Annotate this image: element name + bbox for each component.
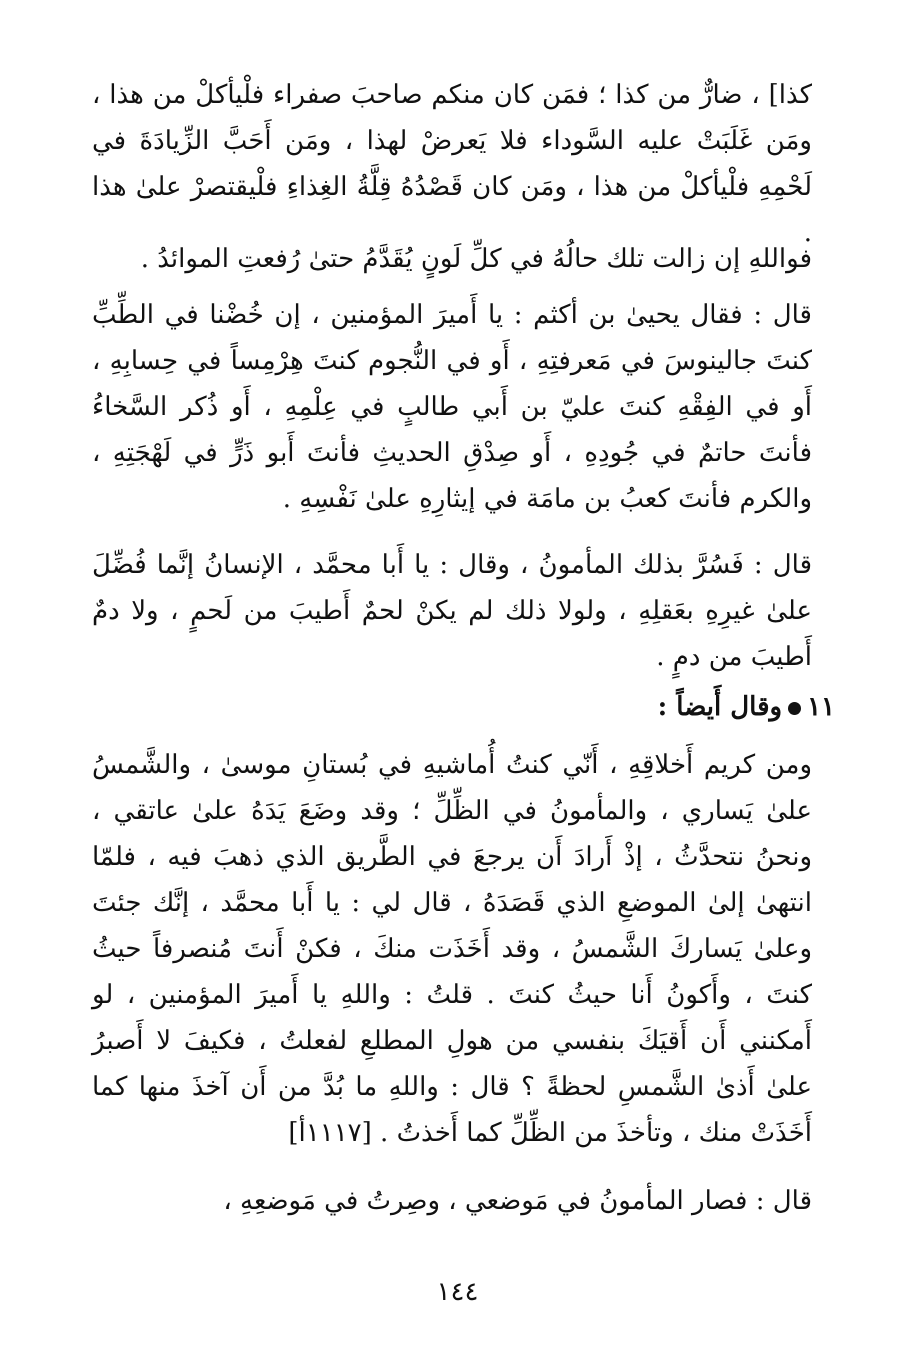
page-number: ١٤٤ <box>436 1277 479 1307</box>
paragraph-1: كذا] ، ضارٌّ من كذا ؛ فمَن كان منكم صاحبَ صفراء فلْيأكلْ من هذا ، ومَن غَلَبَتْ عليه السَّوداء فلا يَعرضْ لهذا ، ومَن أَحَبَّ الزِّيادَةَ في لَحْمِهِ فلْيأكلْ من هذا ، ومَن كان قَصْدُهُ قِلَّةُ الغِذاءِ فلْيقتصرْ علىٰ هذا . <box>92 80 812 248</box>
bullet-icon <box>788 702 801 715</box>
paragraph-5-text: ومن كريم أَخلاقِهِ ، أَنّي كنتُ أُماشيهِ في بُستانِ موسىٰ ، والشَّمسُ علىٰ يَساري ، والمأمونُ في الظِّلِّ ؛ وقد وضَعَ يَدَهُ علىٰ عاتقي ، ونحنُ نتحدَّثُ ، إذْ أَرادَ أَن يرجعَ في الطَّريق الذي ذهبَ فيه ، فلمّا انتهىٰ إلىٰ الموضعِ الذي قَصَدَهُ ، قال لي : يا أَبا محمَّد ، إنَّك جئتَ وعلىٰ يَساركَ الشَّمسُ ، وقد أَخَذَت منكَ ، فكنْ أَنتَ مُنصرفاً حيثُ كنتَ ، وأَكونُ أَنا حيثُ كنتَ . قلتُ : واللهِ يا أَميرَ المؤمنين ، لو أَمكنني أَن أَقيَكَ بنفسي من هولِ المطلعِ لفعلتُ ، فكيفَ لا أَصبرُ علىٰ أَذىٰ الشَّمسِ لحظةً ؟ قال : واللهِ ما بُدَّ من أَن آخذَ منها كما أَخَذَتْ منك ، وتأخذَ من الظِّلِّ كما أَخذتُ . <box>92 750 812 1148</box>
section-number: ١١ <box>807 692 835 722</box>
manuscript-folio-marker: [١١١٧أ] <box>288 1118 372 1148</box>
paragraph-3: قال : فقال يحيىٰ بن أكثم : يا أَميرَ المؤمنين ، إن خُضْنا في الطِّبِّ كنتَ جالينوسَ في مَعرفتِهِ ، أَو في النُّجوم كنتَ هِرْمِساً في حِسابِهِ ، أَو في الفِقْهِ كنتَ عليّ بن أَبي طالبٍ في عِلْمِهِ ، أَو ذُكر السَّخاءُ فأنتَ حاتمٌ في جُودِهِ ، أَو صِدْقِ الحديثِ فأنتَ أَبو ذَرٍّ في لَهْجَتِهِ ، والكرم فأنتَ كعبُ بن مامَة في إيثارِهِ علىٰ نَفْسِهِ . <box>92 300 812 514</box>
paragraph-2: فواللهِ إن زالت تلك حالُهُ في كلِّ لَونٍ يُقَدَّمُ حتىٰ رُفعتِ الموائدُ . <box>140 244 812 274</box>
section-label: وقال أَيضاً : <box>657 692 783 722</box>
paragraph-6: قال : فصار المأمونُ في مَوضعي ، وصِرتُ في مَوضعِهِ ، <box>223 1186 812 1216</box>
paragraph-5 <box>92 742 812 1156</box>
section-heading <box>335 684 835 730</box>
paragraph-4: قال : فَسُرَّ بذلك المأمونُ ، وقال : يا أَبا محمَّد ، الإنسانُ إنَّما فُضِّلَ علىٰ غيرِهِ بعَقلِهِ ، ولولا ذلك لم يكنْ لحمٌ أَطيبَ من لَحمٍ ، ولا دمٌ أَطيبَ من دمٍ . <box>92 550 812 672</box>
